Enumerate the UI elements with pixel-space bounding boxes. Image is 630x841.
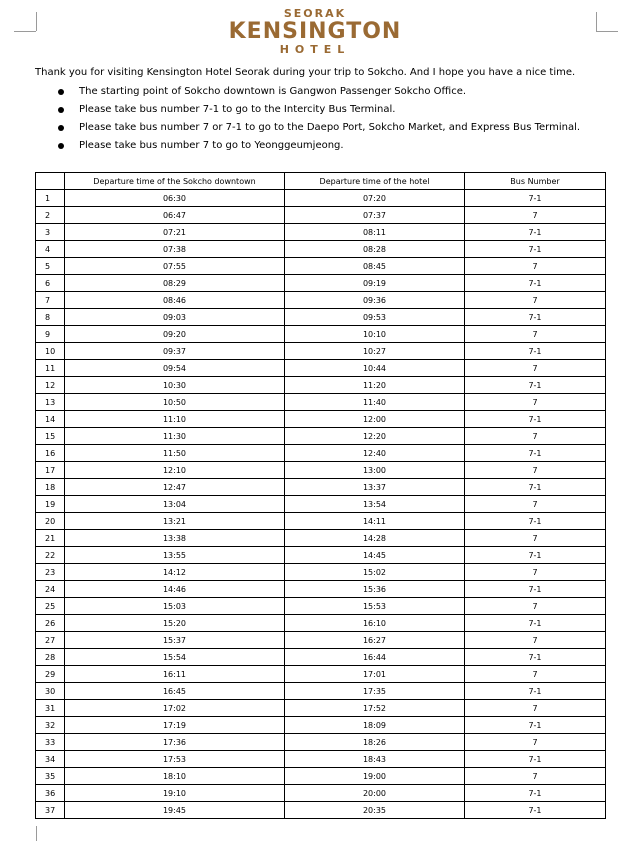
downtown-departure-time: 12:47 [65,479,285,496]
downtown-departure-time: 11:10 [65,411,285,428]
hotel-departure-time: 09:53 [285,309,465,326]
table-row [36,802,606,819]
bus-number: 7 [465,632,606,649]
info-bullet-list [58,85,580,157]
table-row [36,377,606,394]
bus-number: 7-1 [465,683,606,700]
bus-number: 7 [465,207,606,224]
hotel-departure-time: 10:27 [285,343,465,360]
bus-number: 7-1 [465,377,606,394]
hotel-departure-time: 20:00 [285,785,465,802]
downtown-departure-time: 11:30 [65,428,285,445]
bullet-text: Please take bus number 7 or 7-1 to go to the Daepo Port, Sokcho Market, and Express Bus Terminal. [79,122,581,133]
row-number: 12 [36,377,65,394]
logo-bottom-text: HOTEL [279,43,351,56]
bullet-text: Please take bus number 7-1 to go to the Intercity Bus Terminal. [79,104,396,115]
hotel-departure-time: 15:53 [285,598,465,615]
downtown-departure-time: 19:45 [65,802,285,819]
row-number: 27 [36,632,65,649]
hotel-departure-time: 18:26 [285,734,465,751]
bullet-icon [58,125,64,131]
row-number: 21 [36,530,65,547]
hotel-departure-time: 16:44 [285,649,465,666]
table-row [36,700,606,717]
bus-number: 7 [465,394,606,411]
bus-number: 7 [465,530,606,547]
row-number: 4 [36,241,65,258]
bus-number: 7 [465,598,606,615]
bus-number: 7-1 [465,224,606,241]
bus-number: 7-1 [465,343,606,360]
table-header-row [36,173,606,190]
row-number: 20 [36,513,65,530]
row-number: 32 [36,717,65,734]
hotel-departure-time: 17:01 [285,666,465,683]
downtown-departure-time: 12:10 [65,462,285,479]
hotel-departure-time: 10:10 [285,326,465,343]
downtown-departure-time: 13:21 [65,513,285,530]
row-number: 33 [36,734,65,751]
bus-number: 7 [465,428,606,445]
bus-number: 7-1 [465,615,606,632]
hotel-departure-time: 14:45 [285,547,465,564]
table-row [36,717,606,734]
bus-number: 7-1 [465,802,606,819]
table-row [36,785,606,802]
row-number: 15 [36,428,65,445]
header-hotel-departure: Departure time of the hotel [285,173,465,190]
hotel-departure-time: 15:36 [285,581,465,598]
row-number: 3 [36,224,65,241]
row-number: 8 [36,309,65,326]
table-row [36,751,606,768]
table-row [36,224,606,241]
downtown-departure-time: 10:50 [65,394,285,411]
downtown-departure-time: 16:45 [65,683,285,700]
downtown-departure-time: 10:30 [65,377,285,394]
bus-number: 7-1 [465,717,606,734]
info-bullet-item [58,121,580,139]
table-row [36,462,606,479]
downtown-departure-time: 08:46 [65,292,285,309]
table-row [36,496,606,513]
downtown-departure-time: 17:36 [65,734,285,751]
table-row [36,530,606,547]
downtown-departure-time: 15:03 [65,598,285,615]
table-row [36,292,606,309]
hotel-departure-time: 13:37 [285,479,465,496]
table-row [36,513,606,530]
table-row [36,326,606,343]
hotel-departure-time: 09:19 [285,275,465,292]
row-number: 6 [36,275,65,292]
bus-number: 7 [465,734,606,751]
hotel-departure-time: 08:28 [285,241,465,258]
table-row [36,581,606,598]
table-row [36,309,606,326]
hotel-departure-time: 12:00 [285,411,465,428]
bus-number: 7 [465,768,606,785]
downtown-departure-time: 08:29 [65,275,285,292]
hotel-departure-time: 11:40 [285,394,465,411]
info-bullet-item [58,139,580,157]
bus-number: 7 [465,326,606,343]
bus-number: 7-1 [465,751,606,768]
table-row [36,258,606,275]
table-row [36,547,606,564]
table-row [36,360,606,377]
hotel-departure-time: 12:20 [285,428,465,445]
hotel-departure-time: 19:00 [285,768,465,785]
bus-number: 7-1 [465,479,606,496]
downtown-departure-time: 18:10 [65,768,285,785]
logo-top-text: SEORAK [283,7,347,20]
row-number: 10 [36,343,65,360]
table-row [36,479,606,496]
hotel-departure-time: 09:36 [285,292,465,309]
table-row [36,632,606,649]
row-number: 28 [36,649,65,666]
bus-number: 7-1 [465,309,606,326]
table-row [36,768,606,785]
bullet-icon [58,143,64,149]
hotel-departure-time: 13:54 [285,496,465,513]
hotel-departure-time: 14:28 [285,530,465,547]
table-row [36,411,606,428]
downtown-departure-time: 09:37 [65,343,285,360]
hotel-departure-time: 07:37 [285,207,465,224]
table-row [36,564,606,581]
table-row [36,428,606,445]
row-number: 30 [36,683,65,700]
row-number: 29 [36,666,65,683]
hotel-departure-time: 12:40 [285,445,465,462]
downtown-departure-time: 13:38 [65,530,285,547]
downtown-departure-time: 07:21 [65,224,285,241]
table-row [36,275,606,292]
downtown-departure-time: 06:47 [65,207,285,224]
row-number: 17 [36,462,65,479]
table-row [36,615,606,632]
row-number: 9 [36,326,65,343]
downtown-departure-time: 17:53 [65,751,285,768]
hotel-departure-time: 18:43 [285,751,465,768]
table-row [36,241,606,258]
bus-number: 7 [465,496,606,513]
info-bullet-item [58,103,580,121]
header-index [36,173,65,190]
downtown-departure-time: 15:37 [65,632,285,649]
hotel-departure-time: 14:11 [285,513,465,530]
hotel-departure-time: 18:09 [285,717,465,734]
bus-number: 7-1 [465,241,606,258]
hotel-departure-time: 08:45 [285,258,465,275]
crop-mark-bottom-left [36,826,37,841]
hotel-departure-time: 08:11 [285,224,465,241]
bus-number: 7-1 [465,445,606,462]
bus-number: 7-1 [465,190,606,207]
downtown-departure-time: 06:30 [65,190,285,207]
downtown-departure-time: 13:04 [65,496,285,513]
row-number: 34 [36,751,65,768]
row-number: 16 [36,445,65,462]
row-number: 5 [36,258,65,275]
row-number: 2 [36,207,65,224]
row-number: 37 [36,802,65,819]
row-number: 23 [36,564,65,581]
hotel-departure-time: 17:52 [285,700,465,717]
downtown-departure-time: 14:46 [65,581,285,598]
row-number: 35 [36,768,65,785]
downtown-departure-time: 17:02 [65,700,285,717]
table-row [36,394,606,411]
row-number: 11 [36,360,65,377]
downtown-departure-time: 15:20 [65,615,285,632]
bullet-icon [58,107,64,113]
row-number: 25 [36,598,65,615]
bus-number: 7 [465,360,606,377]
info-bullet-item [58,85,580,103]
bus-number: 7 [465,700,606,717]
downtown-departure-time: 16:11 [65,666,285,683]
bus-schedule-table [35,172,606,819]
table-row [36,666,606,683]
hotel-departure-time: 15:02 [285,564,465,581]
bus-number: 7 [465,666,606,683]
bus-number: 7 [465,462,606,479]
hotel-departure-time: 13:00 [285,462,465,479]
downtown-departure-time: 11:50 [65,445,285,462]
bus-number: 7-1 [465,411,606,428]
table-row [36,598,606,615]
hotel-logo [0,8,630,56]
hotel-departure-time: 16:27 [285,632,465,649]
logo-main-text: KENSINGTON [228,19,402,44]
row-number: 24 [36,581,65,598]
downtown-departure-time: 15:54 [65,649,285,666]
table-row [36,343,606,360]
hotel-departure-time: 11:20 [285,377,465,394]
row-number: 13 [36,394,65,411]
downtown-departure-time: 17:19 [65,717,285,734]
table-row [36,207,606,224]
hotel-departure-time: 07:20 [285,190,465,207]
row-number: 18 [36,479,65,496]
row-number: 14 [36,411,65,428]
hotel-departure-time: 17:35 [285,683,465,700]
downtown-departure-time: 09:03 [65,309,285,326]
bullet-text: The starting point of Sokcho downtown is Gangwon Passenger Sokcho Office. [79,86,467,97]
header-bus-number: Bus Number [465,173,606,190]
hotel-departure-time: 10:44 [285,360,465,377]
row-number: 1 [36,190,65,207]
bus-number: 7-1 [465,275,606,292]
row-number: 36 [36,785,65,802]
row-number: 22 [36,547,65,564]
table-row [36,683,606,700]
downtown-departure-time: 07:55 [65,258,285,275]
row-number: 26 [36,615,65,632]
bus-number: 7-1 [465,581,606,598]
table-row [36,190,606,207]
table-row [36,445,606,462]
bus-number: 7-1 [465,649,606,666]
hotel-departure-time: 20:35 [285,802,465,819]
row-number: 19 [36,496,65,513]
downtown-departure-time: 09:20 [65,326,285,343]
downtown-departure-time: 19:10 [65,785,285,802]
header-downtown-departure: Departure time of the Sokcho downtown [65,173,285,190]
bus-number: 7 [465,564,606,581]
downtown-departure-time: 07:38 [65,241,285,258]
table-row [36,734,606,751]
intro-text: Thank you for visiting Kensington Hotel Seorak during your trip to Sokcho. And I hope you have a nice time. [35,67,576,78]
bus-number: 7-1 [465,785,606,802]
row-number: 7 [36,292,65,309]
bullet-icon [58,89,64,95]
bus-number: 7 [465,258,606,275]
row-number: 31 [36,700,65,717]
downtown-departure-time: 09:54 [65,360,285,377]
table-row [36,649,606,666]
hotel-departure-time: 16:10 [285,615,465,632]
bus-number: 7-1 [465,513,606,530]
downtown-departure-time: 14:12 [65,564,285,581]
bus-number: 7-1 [465,547,606,564]
bullet-text: Please take bus number 7 to go to Yeonggeumjeong. [79,140,344,151]
bus-number: 7 [465,292,606,309]
downtown-departure-time: 13:55 [65,547,285,564]
